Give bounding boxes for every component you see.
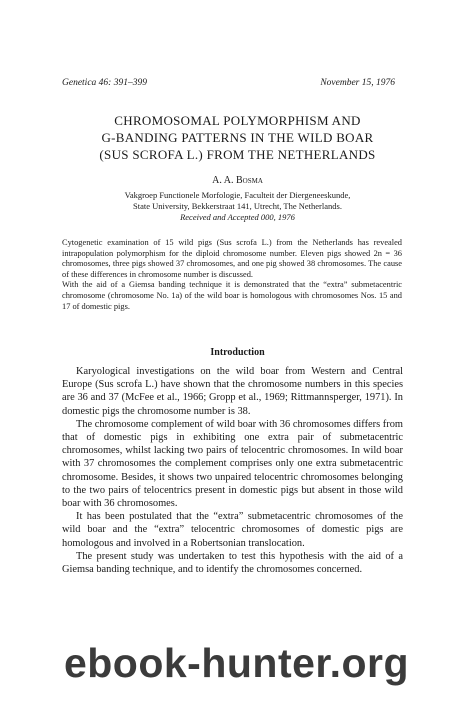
body-paragraph-3: It has been postulated that the “extra” submetacentric chromosomes of the wild boar and the “extra” telocentric chromosomes of domestic pigs are homologous and involved in a Robertsonian translocation. (62, 511, 403, 549)
journal-citation: Genetica 46: 391–399 (62, 78, 147, 88)
section-heading-introduction: Introduction (210, 347, 265, 358)
title-line-1: CHROMOSOMAL POLYMORPHISM AND (114, 113, 361, 128)
abstract-paragraph-2: With the aid of a Giemsa banding technique it is demonstrated that the “extra” submetacentric chromosome (chromosome No. 1a) of the wild boar is homologous with chromosomes Nos. 15 and 17 of domestic pigs. (62, 280, 402, 311)
body-paragraph-4: The present study was undertaken to test this hypothesis with the aid of a Giemsa banding technique, and to identify the chromosomes concerned. (62, 550, 403, 576)
abstract-paragraph-1: Cytogenetic examination of 15 wild pigs (Sus scrofa L.) from the Netherlands has revealed intrapopulation polymorphism for the diploid chromosome number. Eleven pigs showed 2n = 36 chromosomes, three pigs showed 37 chromosomes, and one pig showed 38 chromosomes. The cause of these differences in chromosome number is discussed. (62, 238, 402, 279)
affiliation-line-2: State University, Bekkerstraat 141, Utrecht, The Netherlands. (133, 201, 342, 211)
watermark-text: ebook-hunter.org (63, 640, 410, 686)
abstract (62, 238, 402, 312)
body-paragraph-2: The chromosome complement of wild boar with 36 chromosomes differs from that of domestic pigs in exhibiting one extra pair of submetacentric chromosomes, whilst lacking two pairs of telocentric chromosomes. In wild boar with 37 chromosomes the complement comprises only one extra submetacentric chromosome. Besides, it shows two unpaired telocentric chromosomes belonging to the two pairs of telocentrics present in domestic pigs but absent in those wild boar with 36 chromosomes. (62, 418, 403, 510)
paper-title (60, 112, 415, 163)
body-paragraph-1: Karyological investigations on the wild boar from Western and Central Europe (Sus scrofa L.) have shown that the chromosome numbers in this species are 36 and 37 (McFee et al., 1966; Gropp et al., 1969; Rittmannsperger, 1971). In domestic pigs the chromosome number is 38. (62, 366, 403, 417)
title-line-3: (SUS SCROFA L.) FROM THE NETHERLANDS (99, 147, 376, 162)
author-name: A. A. Bosma (212, 175, 263, 186)
affiliation-line-1: Vakgroep Functionele Morfologie, Faculteit der Diergeneeskunde, (124, 190, 351, 200)
publication-date: November 15, 1976 (320, 78, 395, 88)
affiliation (60, 190, 415, 223)
introduction-body (62, 365, 403, 576)
title-line-2: G-BANDING PATTERNS IN THE WILD BOAR (101, 130, 374, 145)
received-date: Received and Accepted 000, 1976 (180, 212, 295, 222)
